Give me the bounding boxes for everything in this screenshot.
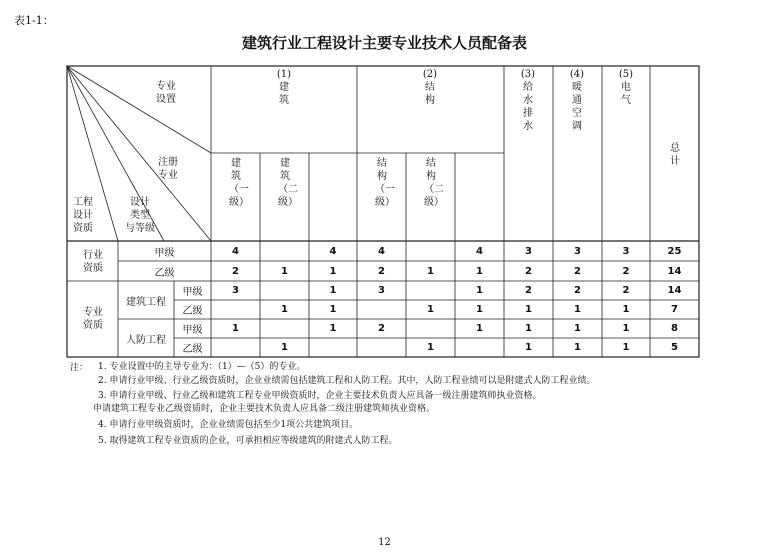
cell-r4-c2: 1 <box>329 323 337 334</box>
cell-r3-c8: 1 <box>622 304 630 315</box>
cell-r5-c4: 1 <box>427 342 434 353</box>
cell-r4-c6: 1 <box>525 323 532 334</box>
cell-r1-c0: 2 <box>232 265 239 277</box>
cell-r0-c2: 4 <box>329 245 337 257</box>
subcol-architecture-grade2: 建筑（二级） <box>278 158 298 208</box>
notes-prefix: 注： <box>70 363 89 373</box>
cell-r1-c5: 1 <box>476 265 483 277</box>
row-2-grade: 甲级 <box>182 287 203 298</box>
subgroup-civil-defense: 人防工程 <box>126 334 166 346</box>
cell-r5-c3 <box>357 338 406 357</box>
cell-r5-c7: 1 <box>574 342 581 353</box>
cell-r2-c3: 3 <box>378 285 385 296</box>
header-design-type-grade: 设计 类型 与等级 <box>125 197 155 234</box>
cell-r2-c9: 14 <box>667 285 682 296</box>
cell-r4-c4 <box>406 319 455 338</box>
cell-r2-c8: 2 <box>622 285 630 296</box>
specialty-4-header: (4) 暖通空调 <box>569 69 585 132</box>
cell-r5-c1: 1 <box>281 342 288 353</box>
row-0-grade: 甲级 <box>154 247 175 259</box>
specialty-3-header: (3) 给水排水 <box>520 69 536 132</box>
header-specialty-setup: 专业 设置 <box>156 81 176 105</box>
table-label: 表1-1： <box>14 14 54 27</box>
cell-r3-c4: 1 <box>427 304 434 315</box>
subcol-architecture-grade1: 建筑（一级） <box>229 158 249 208</box>
cell-r4-c9: 8 <box>671 323 678 334</box>
page-number: 12 <box>378 537 391 548</box>
specialty-2-header: (2) 结构 <box>422 69 438 106</box>
row-5-grade: 乙级 <box>182 344 203 355</box>
cell-r1-c1: 1 <box>281 265 288 277</box>
cell-r4-c1 <box>260 319 309 338</box>
note-5: 5. 取得建筑工程专业资质的企业，可承担相应等级建筑的附建式人防工程。 <box>98 436 398 446</box>
row-1-grade: 乙级 <box>154 267 175 279</box>
cell-r1-c6: 2 <box>525 265 532 277</box>
subgroup-building-engineering: 建筑工程 <box>126 296 166 308</box>
total-header: 总计 <box>670 143 680 167</box>
note-4: 4. 申请行业甲级资质时，企业业绩需包括至少1项公共建筑项目。 <box>98 420 359 430</box>
cell-r3-c3 <box>357 300 406 319</box>
cell-r0-c6: 3 <box>525 245 532 257</box>
cell-r4-c5: 1 <box>476 323 483 334</box>
cell-r5-c6: 1 <box>525 342 532 353</box>
subcol-structure-grade1: 结构（一级） <box>375 158 395 208</box>
specialty-1-header: (1) 建筑 <box>276 69 292 106</box>
cell-r2-c2: 1 <box>329 285 337 296</box>
row-4-grade: 甲级 <box>182 325 203 336</box>
cell-r2-c1 <box>260 281 309 300</box>
cell-r3-c5: 1 <box>476 304 483 315</box>
cell-r0-c3: 4 <box>378 245 385 257</box>
cell-r0-c4 <box>406 241 455 261</box>
cell-r5-c0 <box>211 338 260 357</box>
cell-r0-c5: 4 <box>476 245 483 257</box>
subcol-structure-grade2: 结构（二级） <box>424 158 444 208</box>
group-industry: 行业 资质 <box>83 250 103 274</box>
cell-r5-c2 <box>309 338 357 357</box>
cell-r1-c2: 1 <box>329 265 337 277</box>
cell-r0-c1 <box>260 241 309 261</box>
note-1: 1. 专业设置中的主导专业为：（1）—（5）的专业。 <box>98 362 306 372</box>
row-3-grade: 乙级 <box>182 306 203 317</box>
note-2: 2. 申请行业甲级、行业乙级资质时，企业业绩需包括建筑工程和人防工程。其中，人防工程业绩可以是附建式人防工程业绩。 <box>98 376 596 386</box>
header-registered-specialty: 注册 专业 <box>158 157 178 181</box>
cell-r3-c7: 1 <box>574 304 581 315</box>
cell-r1-c3: 2 <box>378 265 385 277</box>
cell-r4-c0: 1 <box>232 323 239 334</box>
cell-r0-c0: 4 <box>232 245 239 257</box>
cell-r2-c6: 2 <box>525 285 532 296</box>
cell-r3-c6: 1 <box>525 304 532 315</box>
note-3-continued: 申请建筑工程专业乙级资质时，企业主要技术负责人应具备二级注册建筑师执业资格。 <box>93 404 436 414</box>
cell-r0-c8: 3 <box>622 245 630 257</box>
specialty-5-header: (5) 电气 <box>618 69 634 106</box>
cell-r2-c7: 2 <box>574 285 581 296</box>
cell-r1-c8: 2 <box>622 265 630 277</box>
cell-r2-c0: 3 <box>232 285 239 296</box>
cell-r3-c2: 1 <box>329 304 337 315</box>
cell-r0-c7: 3 <box>574 245 581 257</box>
cell-r4-c7: 1 <box>574 323 581 334</box>
group-specialty: 专业 资质 <box>83 307 103 331</box>
page-title: 建筑行业工程设计主要专业技术人员配备表 <box>241 34 527 52</box>
cell-r1-c7: 2 <box>574 265 581 277</box>
cell-r2-c5: 1 <box>476 285 483 296</box>
cell-r5-c8: 1 <box>622 342 630 353</box>
cell-r4-c3: 2 <box>378 323 385 334</box>
cell-r4-c8: 1 <box>622 323 630 334</box>
cell-r2-c4 <box>406 281 455 300</box>
cell-r1-c4: 1 <box>427 265 434 277</box>
cell-r3-c0 <box>211 300 260 319</box>
cell-r5-c9: 5 <box>671 342 678 353</box>
cell-r0-c9: 25 <box>667 245 682 257</box>
cell-r1-c9: 14 <box>667 265 682 277</box>
cell-r3-c9: 7 <box>671 304 678 315</box>
cell-r5-c5 <box>455 338 504 357</box>
cell-r3-c1: 1 <box>281 304 288 315</box>
header-qualification: 工程 设计 资质 <box>73 197 93 234</box>
note-3: 3. 申请行业甲级、行业乙级和建筑工程专业甲级资质时，企业主要技术负责人应具备一级注册建筑师执业资格。 <box>98 391 542 401</box>
